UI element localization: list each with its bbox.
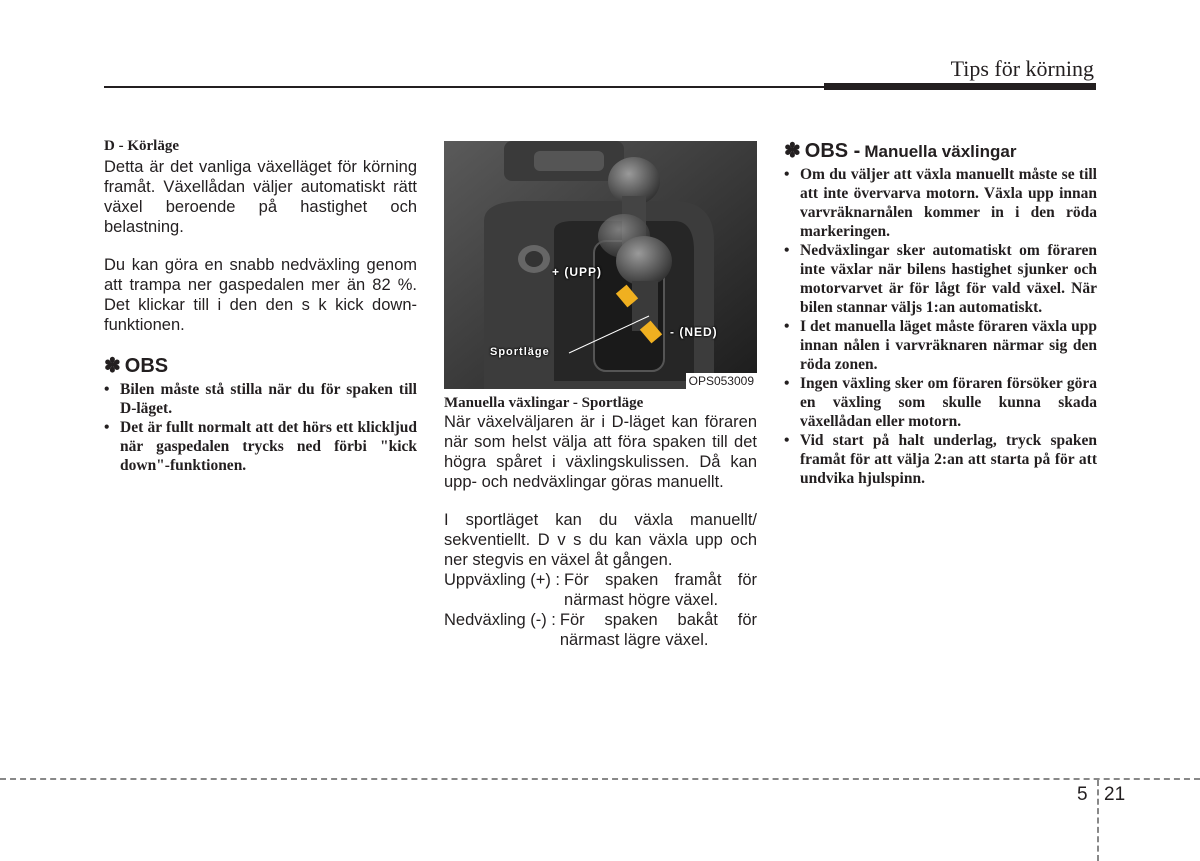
obs-title: OBS xyxy=(124,355,169,377)
asterisk-icon: ✽ xyxy=(784,140,801,162)
obs-subtitle: Manuella växlingar xyxy=(864,142,1017,161)
paragraph: Detta är det vanliga växelläget för körning framåt. Växellådan väljer automatiskt rätt växel beroende på hastighet och belastning. xyxy=(104,158,417,236)
footer-vertical-divider xyxy=(1097,780,1099,861)
header-rule xyxy=(104,86,824,88)
list-item: • Det är fullt normalt att det hörs ett klickljud när gaspedalen trycks ned förbi "kick down"-funktionen. xyxy=(104,418,417,475)
paragraph: När växelväljaren är i D-läget kan föraren när som helst välja att föra spaken till det högra spåret i växlingskulissen. Då kan upp- och nedväxlingar göras manuellt. xyxy=(444,413,757,491)
upshift-row xyxy=(444,570,757,610)
obs-title: OBS - xyxy=(804,140,861,162)
obs-heading xyxy=(104,353,417,378)
header-rule-accent xyxy=(824,83,1096,90)
paragraph: I sportläget kan du växla manuellt/ sekventiellt. D v s du kan växla upp och ner stegvis en växel åt gången. xyxy=(444,511,757,569)
page-header-title: Tips för körning xyxy=(950,56,1094,81)
downshift-definition: För spaken bakåt för närmast lägre växel. xyxy=(559,611,757,649)
figure-caption: Manuella växlingar - Sportläge xyxy=(444,395,644,411)
asterisk-icon: ✽ xyxy=(104,355,121,377)
middle-column xyxy=(444,141,757,650)
upshift-definition: För spaken framåt för närmast högre växel. xyxy=(564,571,757,609)
downshift-label: - (NED) xyxy=(670,325,718,339)
upshift-label: + (UPP) xyxy=(552,265,603,279)
downshift-term: Nedväxling (-) : xyxy=(444,611,556,629)
list-item: • Bilen måste stå stilla när du för spaken till D-läget. xyxy=(104,380,417,418)
obs-list xyxy=(104,380,417,475)
list-item: • Nedväxlingar sker automatiskt om föraren inte växlar när bilens hastighet sjunker och motorvarvet är för lågt för vald växel. När bilen stannar väljs 1:an automatiskt. xyxy=(784,241,1097,317)
page-number: 21 xyxy=(1104,784,1126,805)
left-column xyxy=(104,138,417,475)
sport-mode-label: Sportläge xyxy=(490,346,550,358)
paragraph: Du kan göra en snabb nedväxling genom att trampa ner gaspedalen mer än 82 %. Det klickar till i den den s k kick down-funktionen. xyxy=(104,256,417,334)
obs-heading xyxy=(784,138,1097,163)
gear-shifter-photo xyxy=(444,141,757,389)
downshift-row xyxy=(444,610,757,650)
chapter-number: 5 xyxy=(1077,784,1088,805)
obs-list xyxy=(784,165,1097,488)
list-item: • Ingen växling sker om föraren försöker göra en växling som skulle kunna skada växellådan eller motorn. xyxy=(784,374,1097,431)
right-column xyxy=(784,138,1097,488)
section-heading-d-mode: D - Körläge xyxy=(104,138,179,154)
list-item: • Vid start på halt underlag, tryck spaken framåt för att välja 2:an att starta på för att undvika hjulspinn. xyxy=(784,431,1097,488)
list-item: • I det manuella läget måste föraren växla upp innan nålen i varvräknaren närmar sig den röda zonen. xyxy=(784,317,1097,374)
list-item: • Om du väljer att växla manuellt måste se till att inte övervarva motorn. Växla upp innan varvräknarnålen kommer in i den röda markeringen. xyxy=(784,165,1097,241)
upshift-term: Uppväxling (+) : xyxy=(444,571,561,589)
figure-code: OPS053009 xyxy=(686,373,757,389)
footer-divider xyxy=(0,778,1200,780)
